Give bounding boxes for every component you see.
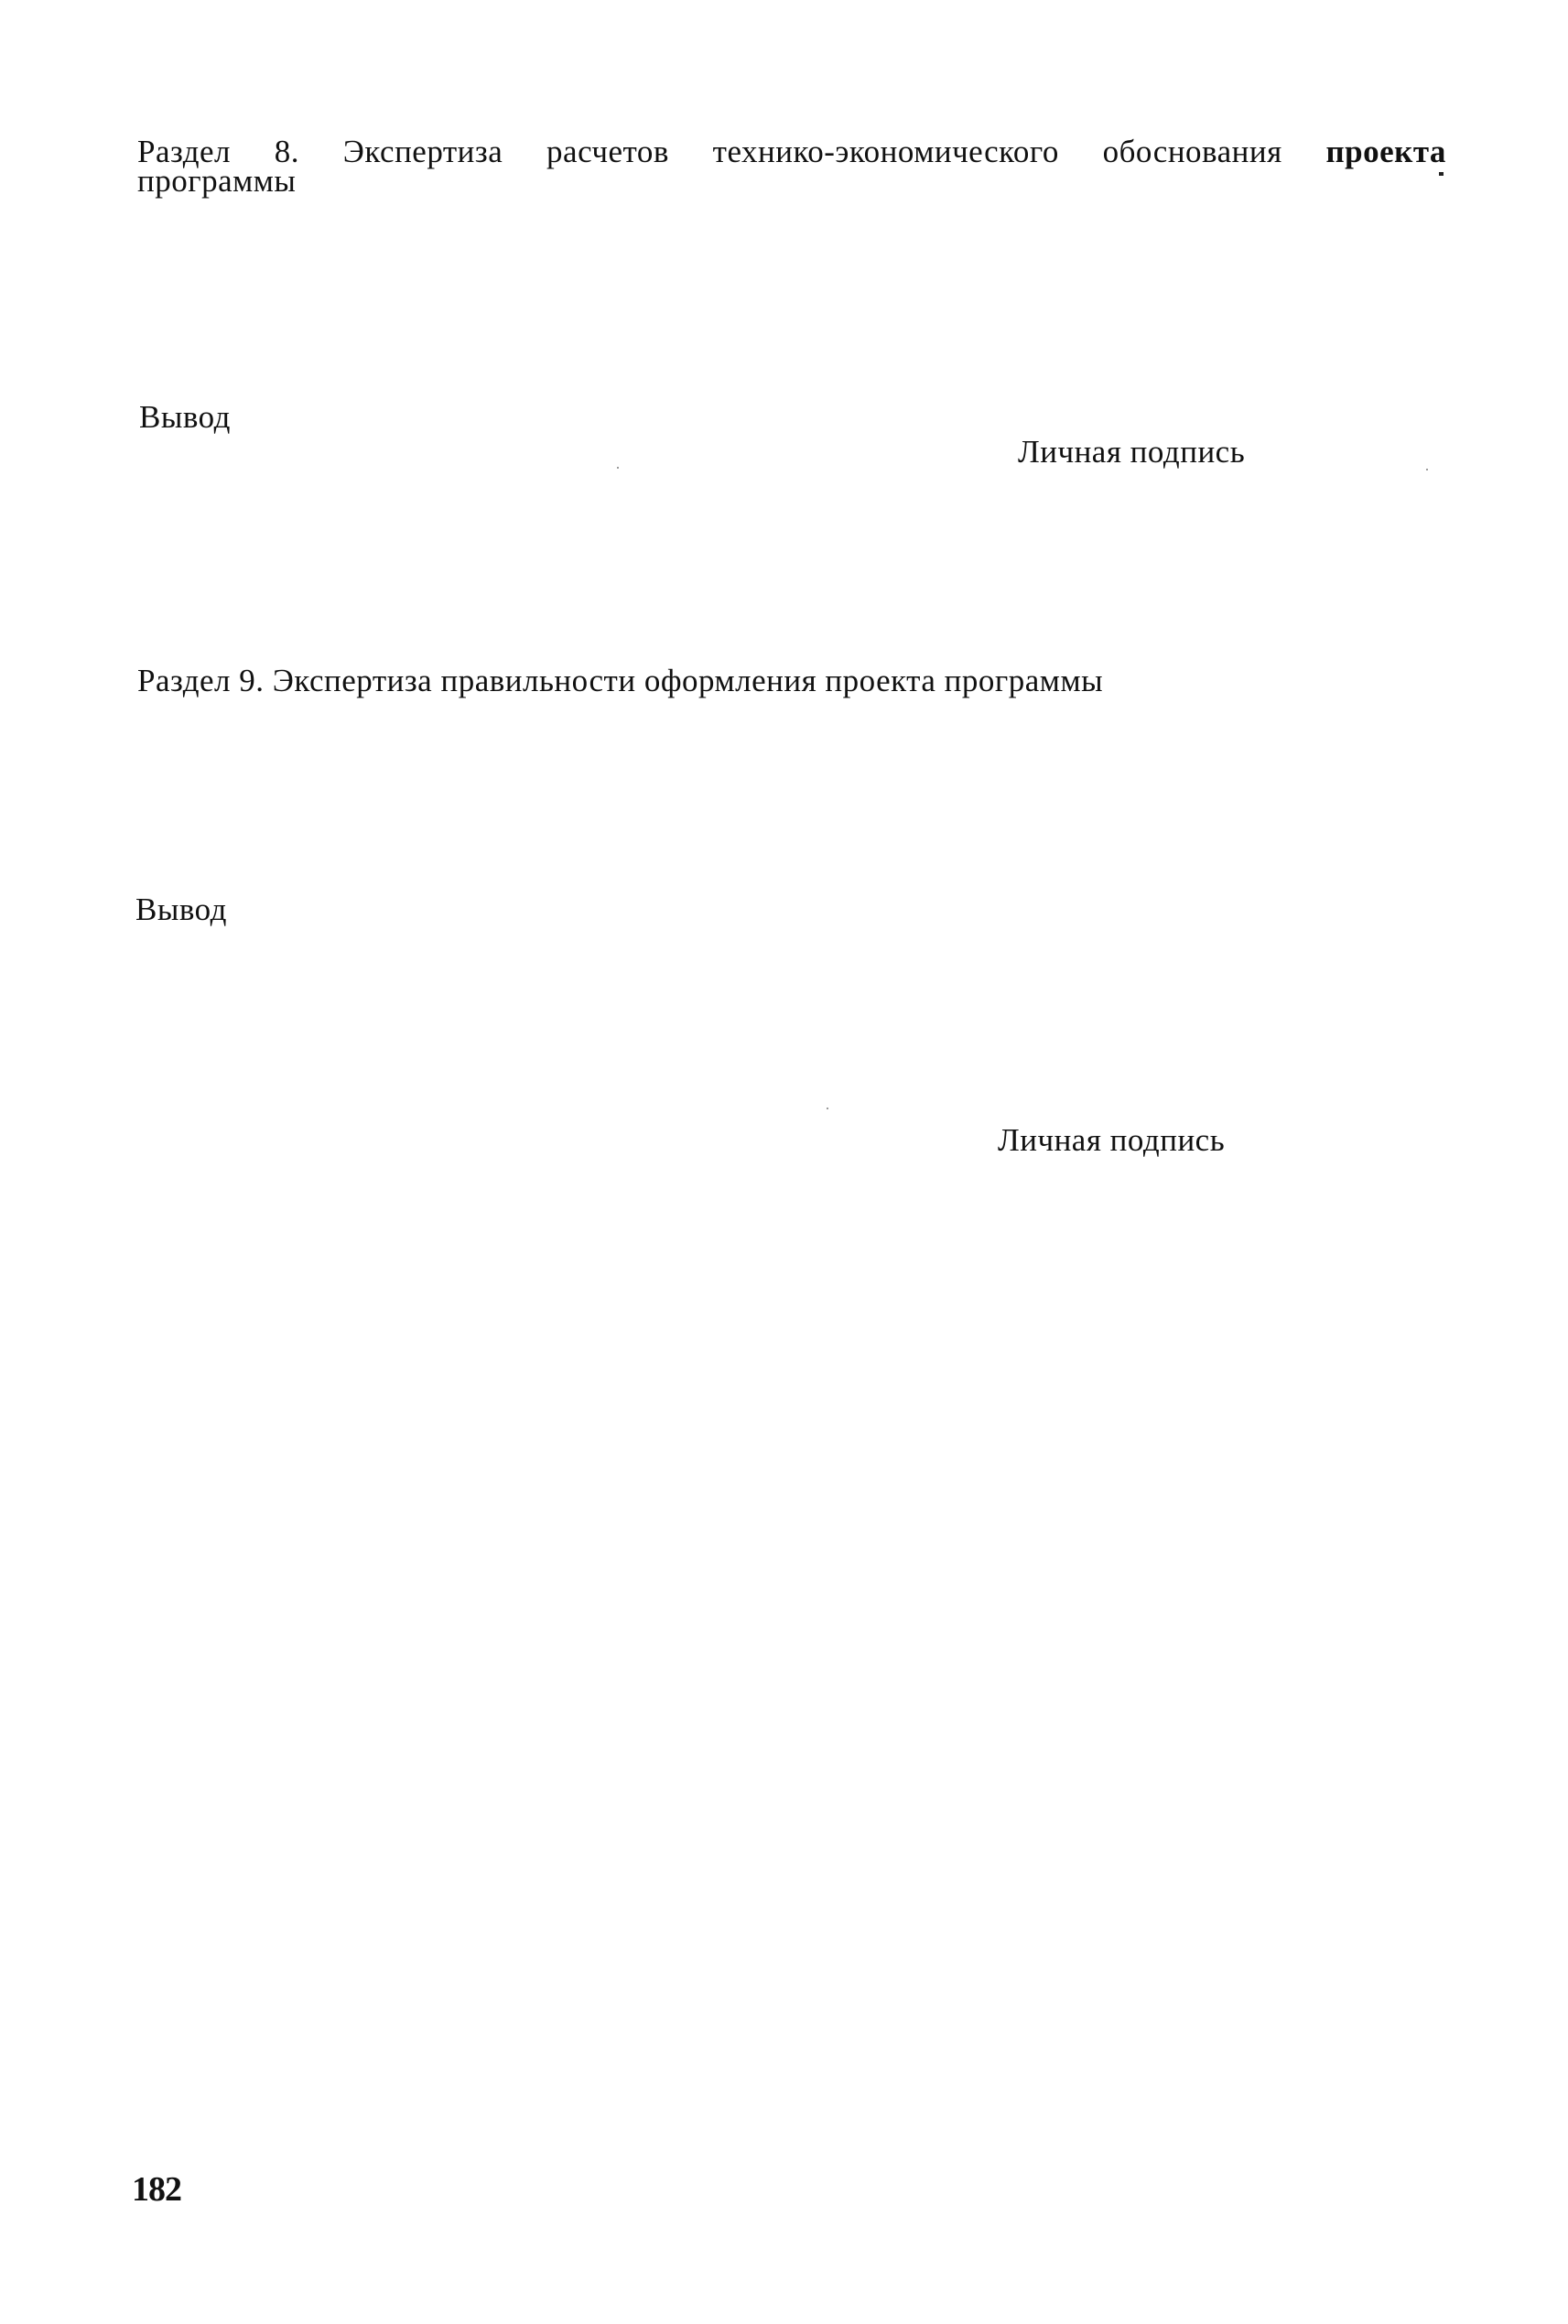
page-number: 182 bbox=[132, 2170, 181, 2209]
section-8-word-5: технико-экономического bbox=[712, 134, 1059, 169]
scan-speck bbox=[617, 467, 619, 469]
heading-punctuation-mark bbox=[1439, 172, 1444, 176]
section-8-word-6: обоснования bbox=[1102, 134, 1282, 169]
signature-label-2: Личная подпись bbox=[998, 1122, 1226, 1158]
section-8-word-4: расчетов bbox=[546, 134, 669, 169]
section-8-heading-line-2: программы bbox=[137, 163, 297, 199]
section-8-bold-word: проекта bbox=[1325, 134, 1446, 169]
scan-speck bbox=[827, 1108, 828, 1109]
section-8-word-2: 8. bbox=[274, 134, 300, 169]
section-9-heading: Раздел 9. Экспертиза правильности оформления проекта программы bbox=[137, 663, 1104, 698]
section-8-word-1: Раздел bbox=[137, 134, 232, 169]
signature-label-1: Личная подпись bbox=[1018, 434, 1246, 470]
scan-speck bbox=[1426, 469, 1428, 470]
conclusion-label-2: Вывод bbox=[135, 892, 227, 927]
conclusion-label-1: Вывод bbox=[139, 399, 231, 435]
section-8-word-3: Экспертиза bbox=[342, 134, 503, 169]
section-8-heading bbox=[137, 134, 1455, 200]
